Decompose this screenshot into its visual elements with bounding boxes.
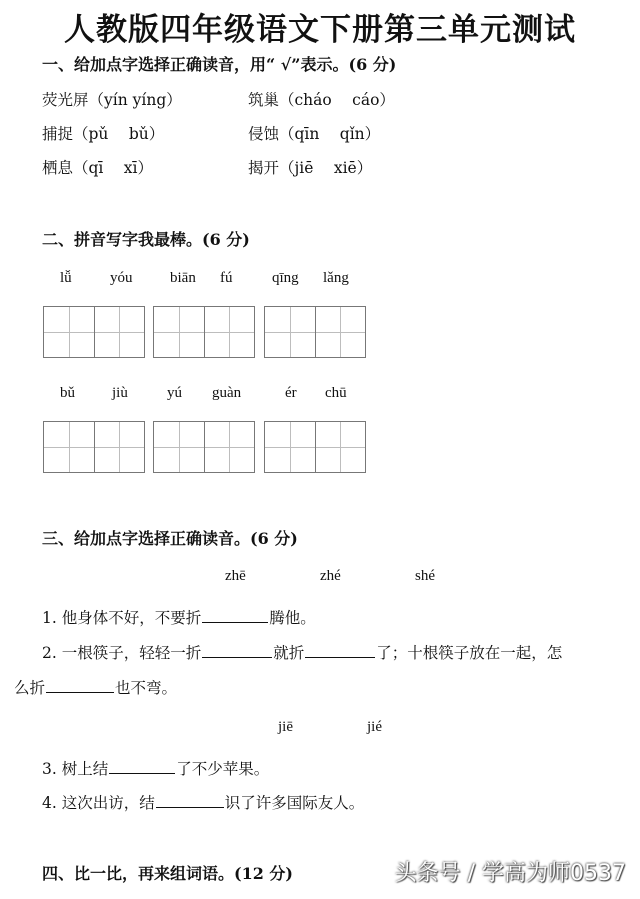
answer-blank[interactable]	[156, 806, 224, 808]
section-1-heading: 一、给加点字选择正确读音，用“ √”表示。(6 分)	[42, 55, 397, 74]
answer-blank[interactable]	[109, 772, 175, 774]
s2-pinyin: yóu	[110, 270, 133, 286]
char-grid[interactable]	[153, 306, 255, 358]
s2-pinyin: jiù	[112, 385, 128, 401]
s1-item-6: 揭开（jiē xiē）	[248, 159, 373, 177]
s3-question-4: 4. 这次出访，结 识了许多国际友人。	[42, 794, 365, 812]
s2-pinyin: biān	[170, 270, 196, 286]
s2-pinyin: lǎng	[323, 270, 349, 286]
s1-item-4: 侵蚀（qīn qǐn）	[248, 125, 381, 143]
s2-pinyin: bǔ	[60, 385, 75, 401]
s3-pinyin: shé	[415, 568, 435, 584]
s3-question-2: 2. 一根筷子，轻轻一折 就折 了；十根筷子放在一起，怎	[42, 644, 563, 662]
s3-pinyin: jié	[367, 719, 382, 735]
s2-pinyin: lǚ	[60, 270, 72, 286]
char-grid[interactable]	[264, 421, 366, 473]
s3-pinyin: jiē	[278, 719, 293, 735]
s1-item-2: 筑巢（cháo cáo）	[248, 91, 395, 109]
s3-question-3: 3. 树上结 了不少苹果。	[42, 760, 270, 778]
s2-pinyin: guàn	[212, 385, 242, 401]
s2-pinyin: yú	[167, 385, 182, 401]
answer-blank[interactable]	[46, 691, 114, 693]
s2-pinyin: chū	[325, 385, 347, 401]
char-grid[interactable]	[153, 421, 255, 473]
answer-blank[interactable]	[202, 621, 268, 623]
s3-question-1: 1. 他身体不好，不要折 腾他。	[42, 609, 316, 627]
section-3-heading: 三、给加点字选择正确读音。(6 分)	[42, 529, 298, 548]
s1-item-3: 捕捉（pǔ bǔ）	[42, 125, 165, 143]
char-grid[interactable]	[43, 306, 145, 358]
char-grid[interactable]	[264, 306, 366, 358]
s1-item-5: 栖息（qī xī）	[42, 159, 154, 177]
s1-item-1: 荧光屏（yín yíng）	[42, 91, 182, 109]
s3-question-2-cont: 么折 也不弯。	[14, 679, 178, 697]
s2-pinyin: fú	[220, 270, 233, 286]
s3-pinyin: zhé	[320, 568, 341, 584]
s2-pinyin: ér	[285, 385, 297, 401]
watermark: 头条号 / 学高为师0537	[394, 861, 626, 886]
section-4-heading: 四、比一比，再来组词语。(12 分)	[42, 864, 293, 883]
s2-pinyin: qīng	[272, 270, 299, 286]
section-2-heading: 二、拼音写字我最棒。(6 分)	[42, 230, 250, 249]
char-grid[interactable]	[43, 421, 145, 473]
answer-blank[interactable]	[305, 656, 375, 658]
answer-blank[interactable]	[202, 656, 272, 658]
page-title: 人教版四年级语文下册第三单元测试	[64, 12, 576, 48]
s3-pinyin: zhē	[225, 568, 246, 584]
